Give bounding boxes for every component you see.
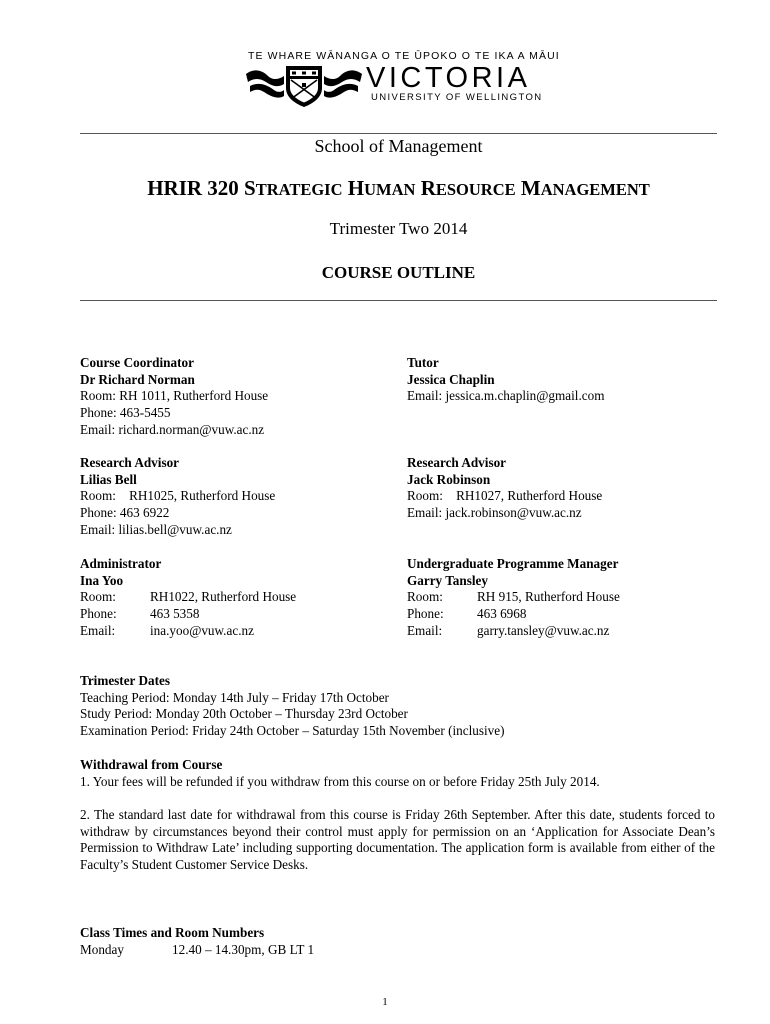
logo-victoria-text: VICTORIA <box>366 62 531 94</box>
contact-phone: Phone: 463 5358 <box>80 606 200 622</box>
section-heading: Class Times and Room Numbers <box>80 925 265 940</box>
contact-email: Email: jack.robinson@vuw.ac.nz <box>407 505 582 521</box>
school-name: School of Management <box>314 136 483 156</box>
university-crest-icon <box>244 64 364 108</box>
research-advisor-2-contact <box>407 455 602 522</box>
contact-email: Email: lilias.bell@vuw.ac.nz <box>80 521 232 537</box>
contact-name: Jessica Chaplin <box>407 371 495 387</box>
class-time: 12.40 – 14.30pm, GB LT 1 <box>172 941 315 957</box>
contact-name: Jack Robinson <box>407 471 491 487</box>
contact-name: Ina Yoo <box>80 572 124 588</box>
contact-role: Undergraduate Programme Manager <box>407 556 619 571</box>
title-word: STRATEGIC <box>244 176 343 200</box>
course-outline-heading: COURSE OUTLINE <box>321 263 476 282</box>
logo-maori-text: TE WHARE WĀNANGA O TE ŪPOKO O TE IKA A MĀUI <box>248 50 560 62</box>
contact-room: Room: RH1025, Rutherford House <box>80 488 276 504</box>
contact-role: Research Advisor <box>407 455 507 470</box>
contact-role: Course Coordinator <box>80 355 194 370</box>
section-heading: Withdrawal from Course <box>80 757 223 772</box>
contact-role: Research Advisor <box>80 455 180 470</box>
title-word: RESOURCE <box>420 176 516 200</box>
contact-room: Room: RH1027, Rutherford House <box>407 488 603 504</box>
contact-room: Room: RH1022, Rutherford House <box>80 589 297 605</box>
class-times-section <box>80 925 314 958</box>
contact-email: Email: richard.norman@vuw.ac.nz <box>80 421 265 437</box>
trimester-label: Trimester Two 2014 <box>329 219 468 238</box>
title-word: MANAGEMENT <box>520 176 650 200</box>
section-heading: Trimester Dates <box>80 673 170 688</box>
withdrawal-paragraph-1: 1. Your fees will be refunded if you withdraw from this course on or before Friday 25th July 2014. <box>80 773 600 789</box>
title-word: HUMAN <box>347 176 416 200</box>
coordinator-contact <box>80 355 268 438</box>
tutor-contact <box>407 355 604 405</box>
withdrawal-paragraph-2: 2. The standard last date for withdrawal from this course is Friday 26th September. After this date, students forced to withdraw by circumstances beyond their control must apply for permission on an ‘Application for Associate Dean’s Permission to Withdraw Late’ including supporting documentation. The application form is available from either of the Faculty’s Student Customer Service Desks. <box>80 807 715 873</box>
contact-email: Email: jessica.m.chaplin@gmail.com <box>407 388 605 404</box>
programme-manager-contact <box>407 556 620 639</box>
contact-phone: Phone: 463 6922 <box>80 505 170 521</box>
study-period: Study Period: Monday 20th October – Thursday 23rd October <box>80 706 408 722</box>
contact-phone: Phone: 463 6968 <box>407 606 527 622</box>
contact-role: Tutor <box>407 355 439 370</box>
page-number: 1 <box>382 996 388 1008</box>
administrator-contact <box>80 556 296 639</box>
contact-phone: Phone: 463-5455 <box>80 405 171 421</box>
class-day: Monday <box>80 941 124 957</box>
contact-role: Administrator <box>80 556 162 571</box>
university-logo <box>244 50 560 108</box>
research-advisor-1-contact <box>80 455 275 538</box>
contact-name: Lilias Bell <box>80 471 137 487</box>
withdrawal-section <box>80 757 600 790</box>
trimester-dates-section <box>80 673 504 740</box>
course-title <box>80 176 717 201</box>
top-divider <box>80 133 717 134</box>
contact-room: Room: RH 915, Rutherford House <box>407 589 620 605</box>
class-time-row <box>80 942 314 959</box>
contact-name: Dr Richard Norman <box>80 371 195 387</box>
bottom-divider <box>80 300 717 301</box>
contact-name: Garry Tansley <box>407 572 488 588</box>
contact-email: Email: ina.yoo@vuw.ac.nz <box>80 622 254 638</box>
course-code: HRIR 320 <box>147 176 239 200</box>
logo-university-text: UNIVERSITY OF WELLINGTON <box>371 92 543 103</box>
contact-room: Room: RH 1011, Rutherford House <box>80 388 269 404</box>
teaching-period: Teaching Period: Monday 14th July – Friday 17th October <box>80 689 389 705</box>
contact-email: Email: garry.tansley@vuw.ac.nz <box>407 622 610 638</box>
examination-period: Examination Period: Friday 24th October – Saturday 15th November (inclusive) <box>80 723 505 739</box>
